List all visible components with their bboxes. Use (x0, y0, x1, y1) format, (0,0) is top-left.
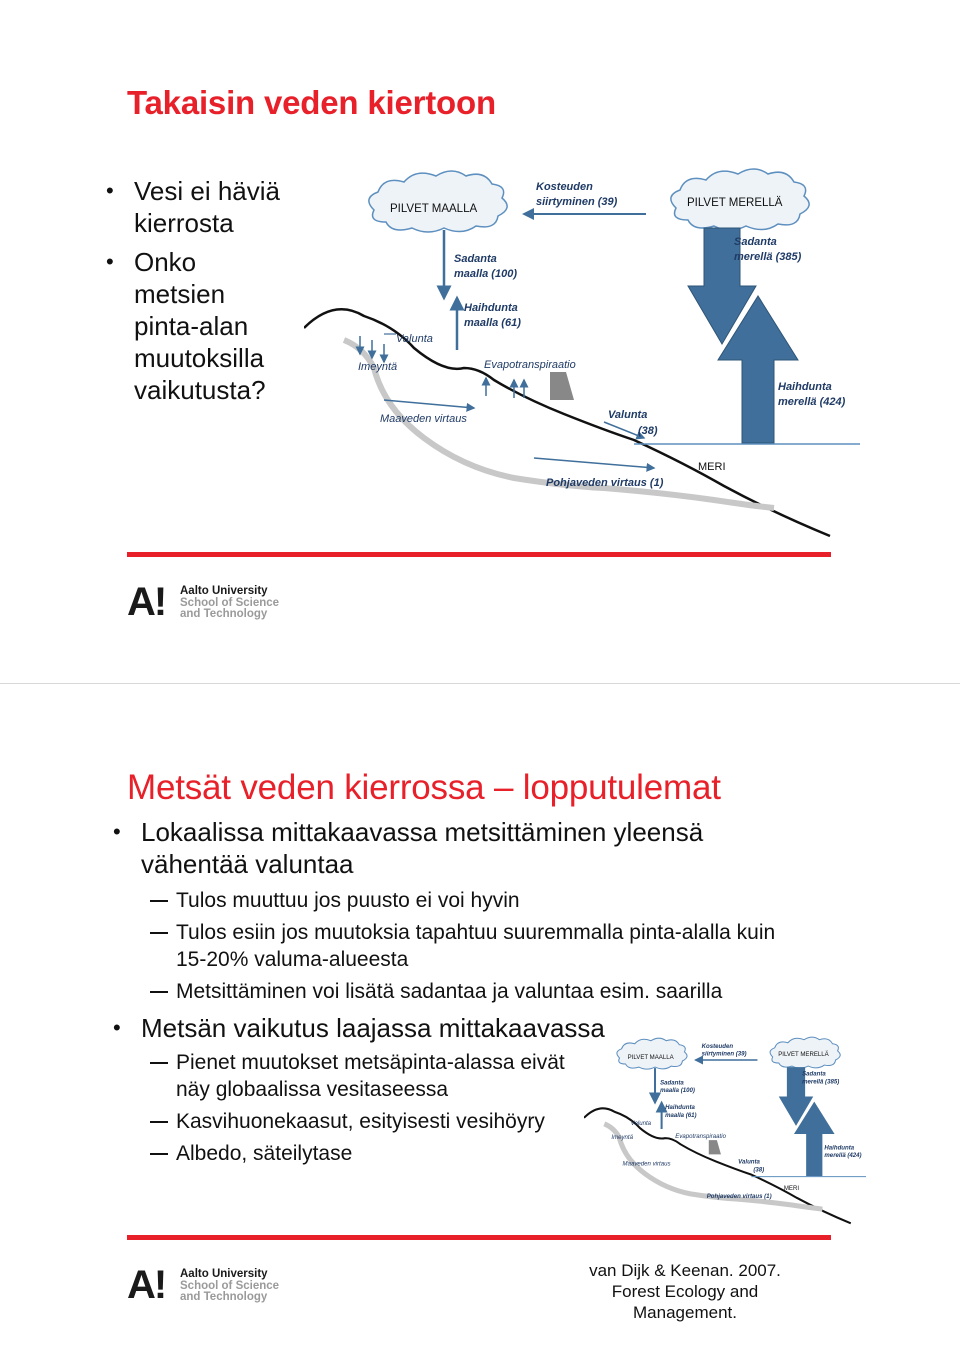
bullet-item: • Onko metsien pinta-alan muutoksilla vaikutusta? (134, 246, 284, 406)
cloud-land-label: PILVET MAALLA (627, 1053, 674, 1061)
aalto-logo-text (180, 586, 279, 621)
groundwater-flow-label: Maaveden virtaus (380, 413, 467, 425)
slide-1-title: Takaisin veden kiertoon (127, 84, 496, 121)
aalto-logo-text (180, 1269, 279, 1304)
water-cycle-diagram-small (584, 1036, 866, 1226)
evap-sea-label-2: merellä (424) (824, 1151, 862, 1159)
precip-sea-label-1: Sadanta (802, 1070, 826, 1078)
logo-line-2: School of Science (180, 596, 280, 609)
slide-2-title: Metsät veden kierrossa – lopputulemat (127, 768, 721, 807)
evap-sea-label-1: Haihdunta (778, 381, 832, 393)
evap-land-label-2: maalla (61) (665, 1111, 697, 1119)
small-arrow-icon (384, 400, 474, 408)
moisture-label-1: Kosteuden (536, 181, 593, 193)
logo-line-3: and Technology (180, 608, 268, 620)
runoff-upper-label: Valunta (630, 1119, 652, 1127)
runoff-label-2: (38) (753, 1166, 765, 1174)
moisture-label-2: siirtyminen (39) (536, 196, 618, 208)
sub-bullet-item: Pienet muutokset metsäpinta-alassa eivät näy globaalissa vesitaseessa (176, 1051, 565, 1101)
sub-bullet-item: Tulos esiin jos muutoksia tapahtuu suuremmalla pinta-alalla kuin 15-20% valuma-alueesta (176, 921, 776, 971)
slide-2 (0, 684, 960, 1367)
runoff-label-2: (38) (638, 425, 658, 437)
footer-red-bar (127, 552, 831, 557)
runoff-upper-label: Valunta (396, 333, 433, 345)
deep-groundwater-label: Pohjaveden virtaus (1) (546, 477, 664, 489)
small-arrow-icon (534, 458, 654, 468)
dam-icon (550, 372, 574, 400)
evap-sea-label-1: Haihdunta (824, 1144, 855, 1152)
infiltration-label: Imeyntä (611, 1134, 634, 1142)
runoff-label-1: Valunta (608, 409, 648, 421)
evapotranspiration-label: Evapotranspiraatio (675, 1133, 726, 1141)
precip-land-label-2: maalla (100) (660, 1086, 695, 1094)
bullet-item: • Vesi ei häviä kierrosta (134, 175, 304, 239)
sub-bullet-item: Tulos muuttuu jos puusto ei voi hyvin (176, 887, 776, 914)
bullet-item: • Lokaalissa mittakaavassa metsittäminen yleensä vähentää valuntaa (141, 816, 751, 880)
logo-line-1: Aalto University (180, 1268, 268, 1280)
aalto-logo (127, 582, 297, 622)
cloud-land-icon (369, 171, 507, 232)
citation: van Dijk & Keenan. 2007. Forest Ecology and Management. (589, 1261, 781, 1322)
water-cycle-diagram (304, 168, 860, 540)
evapotranspiration-label: Evapotranspiraatio (484, 359, 576, 371)
cloud-sea-label: PILVET MERELLÄ (778, 1050, 829, 1058)
aalto-logo-mark: A! (127, 580, 166, 624)
evap-land-label-1: Haihdunta (464, 302, 518, 314)
sea-label: MERI (783, 1184, 800, 1192)
logo-line-2: School of Science (180, 1279, 280, 1292)
bullet-item: • Metsän vaikutus laajassa mittakaavassa (141, 1012, 661, 1044)
moisture-label-2: siirtyminen (39) (701, 1050, 747, 1058)
aalto-logo (127, 1265, 297, 1305)
groundwater-flow-label: Maaveden virtaus (622, 1160, 671, 1168)
precip-sea-label-2: merellä (385) (734, 251, 802, 263)
sub-bullet-item: Metsittäminen voi lisätä sadantaa ja valuntaa esim. saarilla (176, 978, 796, 1005)
precip-sea-label-1: Sadanta (734, 236, 777, 248)
logo-line-1: Aalto University (180, 585, 268, 597)
precip-land-label-1: Sadanta (660, 1079, 684, 1087)
sub-bullet-item: Albedo, säteilytase (176, 1140, 576, 1167)
evap-land-label-2: maalla (61) (464, 317, 521, 329)
runoff-label-1: Valunta (738, 1158, 760, 1166)
cloud-land-label: PILVET MAALLA (390, 203, 478, 215)
infiltration-label: Imeyntä (358, 361, 398, 373)
deep-groundwater-label: Pohjaveden virtaus (1) (706, 1192, 772, 1200)
moisture-label-1: Kosteuden (701, 1042, 734, 1050)
precip-land-label-1: Sadanta (454, 253, 497, 265)
evap-sea-label-2: merellä (424) (778, 396, 846, 408)
logo-line-3: and Technology (180, 1291, 268, 1303)
footer-red-bar (127, 1235, 831, 1240)
cloud-sea-label: PILVET MERELLÄ (687, 197, 783, 209)
dam-icon (709, 1140, 721, 1154)
sub-bullet-item: Kasvihuonekaasut, esityisesti vesihöyry (176, 1108, 576, 1135)
sea-label: MERI (698, 461, 726, 473)
aalto-logo-mark: A! (127, 1263, 166, 1307)
precip-land-label-2: maalla (100) (454, 268, 517, 280)
evap-land-label-1: Haihdunta (665, 1104, 695, 1112)
precip-sea-label-2: merellä (385) (802, 1078, 840, 1086)
